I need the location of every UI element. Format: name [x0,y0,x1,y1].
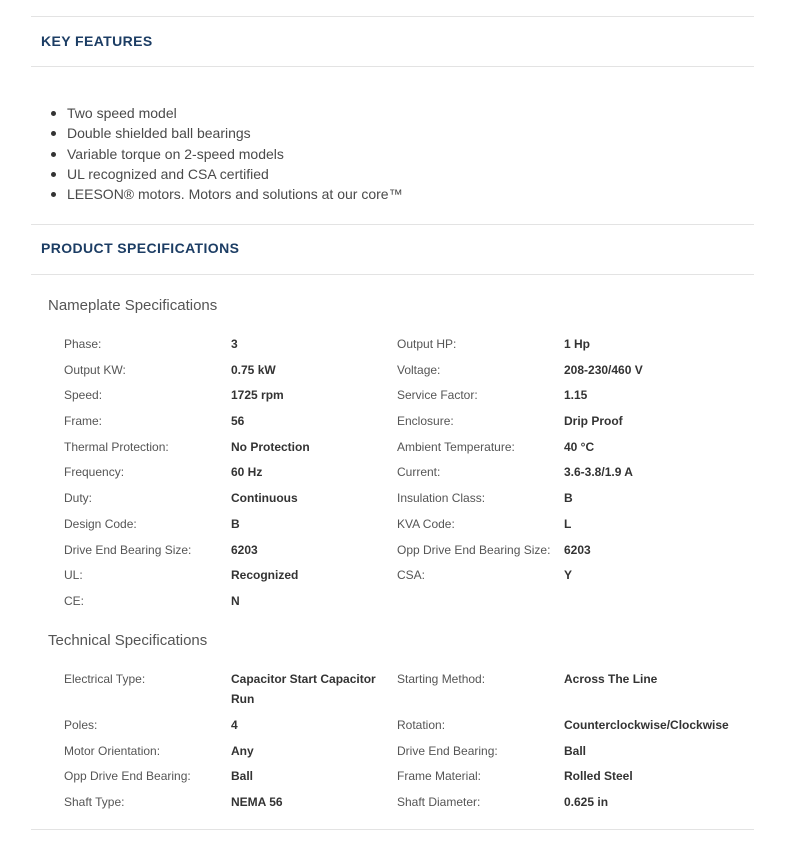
divider [31,16,754,17]
list-item: Variable torque on 2-speed models [67,144,403,164]
spec-value: 1725 rpm [231,388,284,403]
spec-label: Opp Drive End Bearing Size: [397,542,551,557]
spec-value: Ball [231,769,254,784]
spec-value: Rolled Steel [564,769,633,784]
spec-label: Insulation Class: [397,491,486,506]
divider [31,274,754,275]
spec-value: 40 °C [564,439,595,454]
list-item: Double shielded ball bearings [67,123,403,143]
spec-value: Any [231,743,254,758]
spec-value: 0.625 in [564,795,609,810]
table-row [31,540,754,566]
spec-value: NEMA 56 [231,795,283,810]
spec-value: Capacitor Start Capacitor Run [231,672,376,706]
nameplate-specs-table [31,334,754,617]
spec-value: Y [564,568,573,583]
spec-value: L [564,516,572,531]
list-item: UL recognized and CSA certified [67,164,403,184]
spec-value: 56 [231,414,245,429]
spec-value: Across The Line [564,672,658,686]
spec-label: Shaft Diameter: [397,795,481,810]
spec-label: Frame: [64,414,103,429]
spec-label: Drive End Bearing Size: [64,542,192,557]
table-row [31,741,754,767]
spec-label: Motor Orientation: [64,743,161,758]
divider [31,224,754,225]
key-features-title: KEY FEATURES [41,33,153,49]
spec-value: 6203 [231,542,258,557]
nameplate-specs-title: Nameplate Specifications [48,297,218,314]
spec-value: B [231,516,240,531]
divider [31,829,754,830]
spec-label: CE: [64,593,85,608]
spec-label: Poles: [64,718,98,732]
spec-label: Current: [397,465,441,480]
table-row [31,385,754,411]
spec-label: CSA: [397,568,426,583]
spec-label: Speed: [64,388,103,403]
table-row [31,514,754,540]
spec-value: B [564,491,573,506]
table-row [31,792,754,818]
table-row [31,669,754,715]
bullet-icon [51,131,56,136]
technical-specs-title: Technical Specifications [48,632,208,649]
spec-value: 1.15 [564,388,588,403]
spec-value: 208-230/460 V [564,362,643,377]
list-item: LEESON® motors. Motors and solutions at our core™ [67,184,403,204]
spec-value: Counterclockwise/Clockwise [564,718,729,732]
bullet-icon [51,111,56,116]
spec-value: 0.75 kW [231,362,276,377]
table-row [31,488,754,514]
spec-value: N [231,593,240,608]
spec-label: Rotation: [397,718,446,732]
table-row [31,715,754,741]
spec-value: Ball [564,743,587,758]
spec-label: Opp Drive End Bearing: [64,769,191,784]
spec-value: Continuous [231,491,298,506]
spec-value: Drip Proof [564,414,623,429]
spec-label: Voltage: [397,362,441,377]
spec-value: 60 Hz [231,465,263,480]
spec-label: Design Code: [64,516,137,531]
spec-label: Shaft Type: [64,795,125,810]
table-row [31,462,754,488]
spec-label: Electrical Type: [64,672,146,686]
spec-label: Thermal Protection: [64,439,169,454]
spec-label: Service Factor: [397,388,478,403]
table-row [31,591,754,617]
spec-value: 3.6-3.8/1.9 A [564,465,633,480]
spec-label: Drive End Bearing: [397,743,498,758]
spec-label: Duty: [64,491,93,506]
spec-label: Ambient Temperature: [397,439,515,454]
spec-value: 4 [231,718,238,732]
spec-label: Starting Method: [397,672,486,686]
spec-value: 3 [231,337,238,351]
spec-label: KVA Code: [397,516,455,531]
list-item: Two speed model [67,103,403,123]
spec-label: Enclosure: [397,414,454,429]
spec-value: 6203 [564,542,591,557]
spec-value: Recognized [231,568,299,583]
bullet-icon [51,172,56,177]
spec-label: Output HP: [397,337,457,351]
bullet-icon [51,192,56,197]
spec-value: No Protection [231,439,310,454]
key-features-list [67,103,403,204]
technical-specs-table [31,669,754,818]
product-specs-title: PRODUCT SPECIFICATIONS [41,240,240,256]
spec-label: UL: [64,568,83,583]
spec-label: Frame Material: [397,769,482,784]
table-row [31,766,754,792]
table-row [31,437,754,463]
table-row [31,411,754,437]
divider [31,66,754,67]
table-row [31,360,754,386]
spec-label: Output KW: [64,362,126,377]
spec-value: 1 Hp [564,337,591,351]
bullet-icon [51,152,56,157]
table-row [31,334,754,360]
spec-label: Phase: [64,337,102,351]
spec-label: Frequency: [64,465,125,480]
table-row [31,565,754,591]
